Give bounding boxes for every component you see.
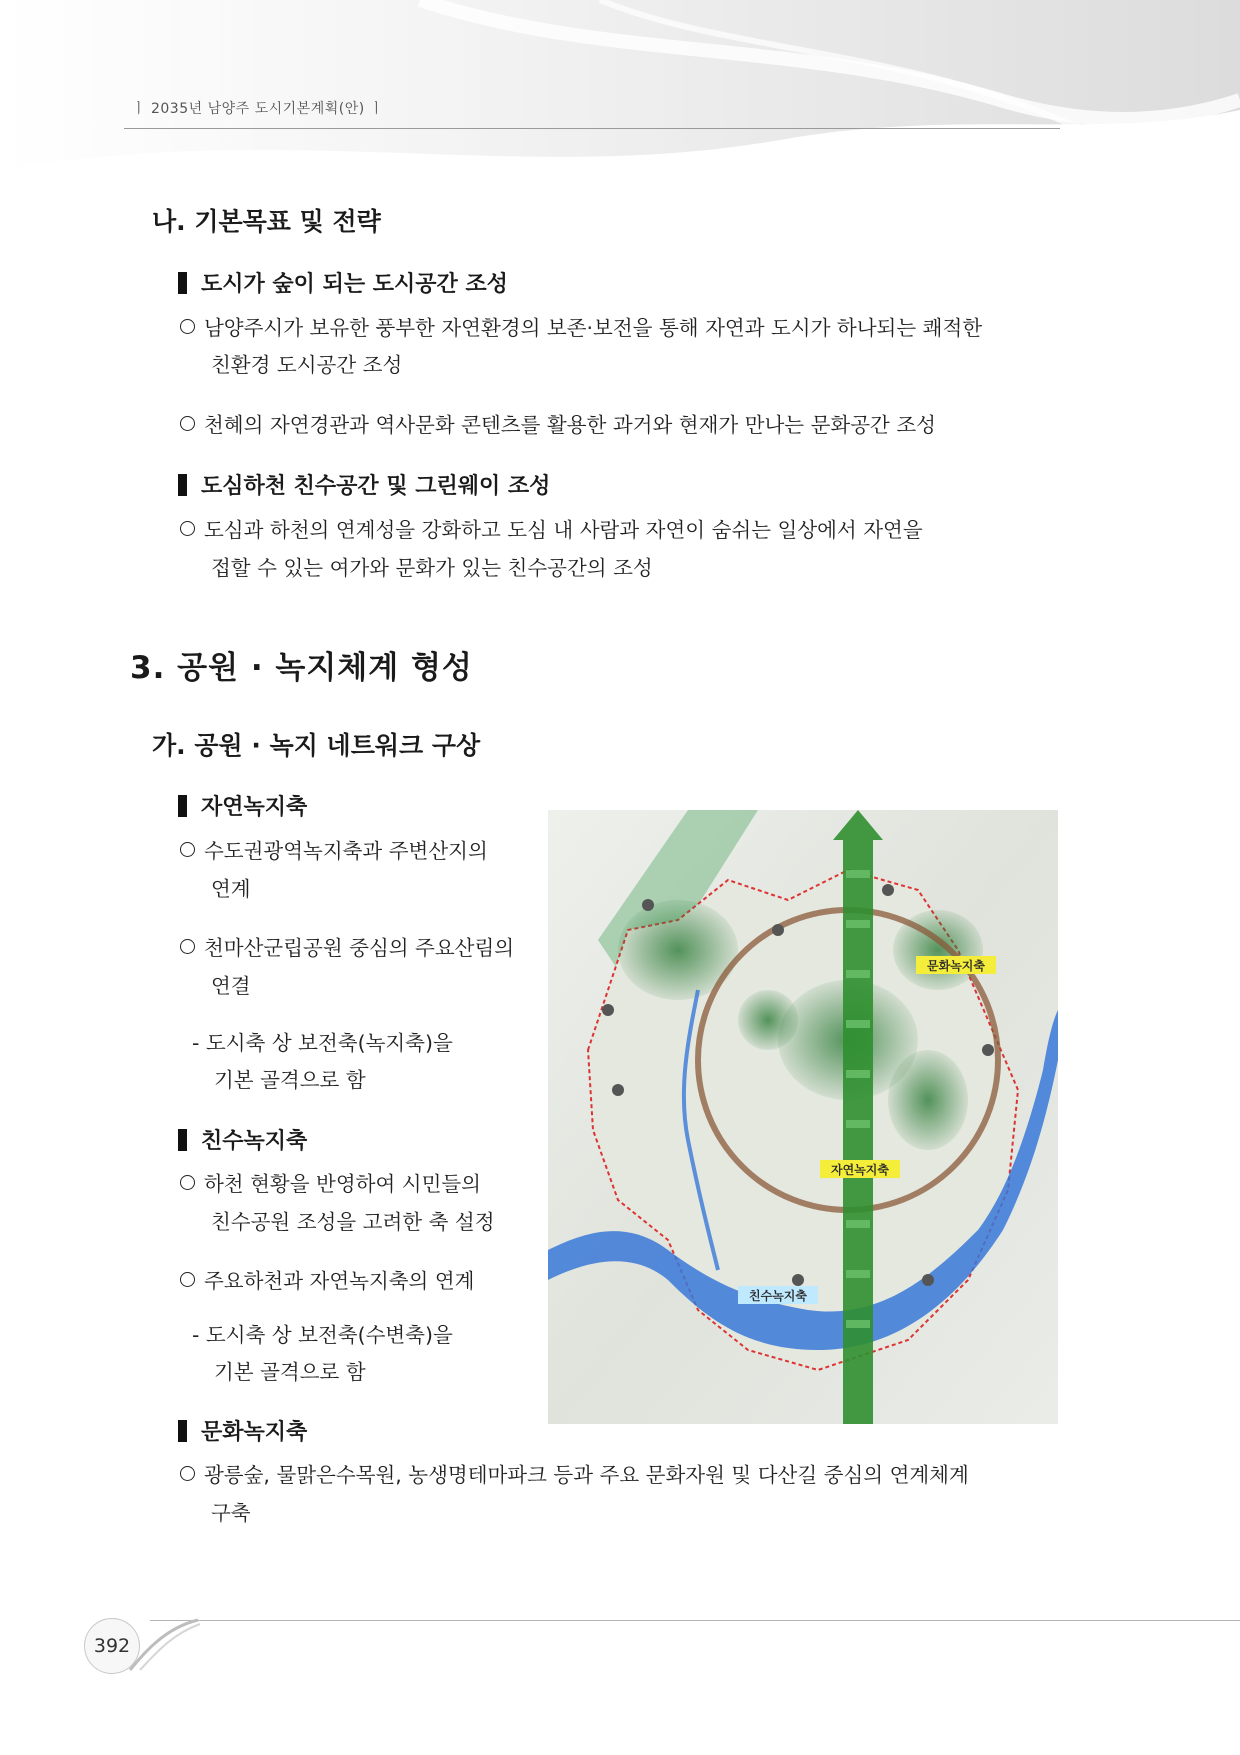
list-item: 광릉숲, 물맑은수목원, 농생명테마파크 등과 주요 문화자원 및 다산길 중심의 연계체계 xyxy=(180,1457,969,1493)
map-label-water xyxy=(738,1286,818,1304)
page-number: 392 xyxy=(84,1618,140,1674)
circle-bullet-icon xyxy=(180,521,195,536)
map-label-natural xyxy=(820,1160,900,1178)
circle-bullet-icon xyxy=(180,842,195,857)
dash-item: - 도시축 상 보전축(녹지축)을 xyxy=(192,1031,453,1055)
list-item-continuation: 연계 xyxy=(211,877,251,901)
list-item: 주요하천과 자연녹지축의 연계 xyxy=(180,1263,474,1299)
list-item: 수도권광역녹지축과 주변산지의 xyxy=(180,833,488,869)
header-divider xyxy=(124,128,1060,129)
list-item: 도심과 하천의 연계성을 강화하고 도심 내 사람과 자연이 숨쉬는 일상에서 자연을 xyxy=(180,512,923,548)
circle-bullet-icon xyxy=(180,1466,195,1481)
bullet-bar xyxy=(178,795,187,817)
circle-bullet-icon xyxy=(180,1175,195,1190)
running-head: ㅣ 2035년 남양주 도시기본계획(안) ㅣ xyxy=(132,101,384,117)
park-green-network-map xyxy=(548,810,1058,1424)
subsection-title-waterfront: 도심하천 친수공간 및 그린웨이 조성 xyxy=(178,469,550,500)
circle-bullet-icon xyxy=(180,319,195,334)
bullet-bar xyxy=(178,272,187,294)
subsection-title-water-axis: 친수녹지축 xyxy=(178,1124,307,1155)
section-heading-ga: 가. 공원 · 녹지 네트워크 구상 xyxy=(152,731,481,760)
dash-item-continuation: 기본 골격으로 함 xyxy=(214,1068,366,1092)
subsection-title-natural-axis: 자연녹지축 xyxy=(178,790,307,821)
list-item-continuation: 접할 수 있는 여가와 문화가 있는 친수공간의 조성 xyxy=(211,556,653,580)
svg-text:친수녹지축: 친수녹지축 xyxy=(749,1289,807,1303)
bullet-bar xyxy=(178,1129,187,1151)
list-item-continuation: 연결 xyxy=(211,974,251,998)
forest-area xyxy=(888,1050,968,1150)
bullet-bar xyxy=(178,474,187,496)
list-item-continuation: 구축 xyxy=(211,1501,251,1525)
subsection-title-urban-forest: 도시가 숲이 되는 도시공간 조성 xyxy=(178,267,508,298)
list-item-continuation: 친환경 도시공간 조성 xyxy=(211,353,403,377)
subsection-title-culture-axis: 문화녹지축 xyxy=(178,1415,307,1446)
list-item: 천혜의 자연경관과 역사문화 콘텐츠를 활용한 과거와 현재가 만나는 문화공간 조성 xyxy=(180,407,936,443)
list-item: 천마산군립공원 중심의 주요산림의 xyxy=(180,930,514,966)
forest-area xyxy=(738,990,798,1050)
list-item-continuation: 친수공원 조성을 고려한 축 설정 xyxy=(211,1210,495,1234)
chapter-heading: 3. 공원 · 녹지체계 형성 xyxy=(130,650,473,686)
section-heading-na: 나. 기본목표 및 전략 xyxy=(152,207,381,236)
footer-divider xyxy=(150,1620,1240,1621)
map-label-culture xyxy=(916,956,996,974)
list-item: 하천 현황을 반영하여 시민들의 xyxy=(180,1166,481,1202)
list-item: 남양주시가 보유한 풍부한 자연환경의 보존‧보전을 통해 자연과 도시가 하나되는 쾌적한 xyxy=(180,310,982,346)
circle-bullet-icon xyxy=(180,1272,195,1287)
svg-text:문화녹지축: 문화녹지축 xyxy=(927,959,985,973)
bullet-bar xyxy=(178,1420,187,1442)
svg-text:자연녹지축: 자연녹지축 xyxy=(831,1163,889,1177)
dash-item: - 도시축 상 보전축(수변축)을 xyxy=(192,1323,453,1347)
dash-item-continuation: 기본 골격으로 함 xyxy=(214,1360,366,1384)
circle-bullet-icon xyxy=(180,416,195,431)
circle-bullet-icon xyxy=(180,939,195,954)
